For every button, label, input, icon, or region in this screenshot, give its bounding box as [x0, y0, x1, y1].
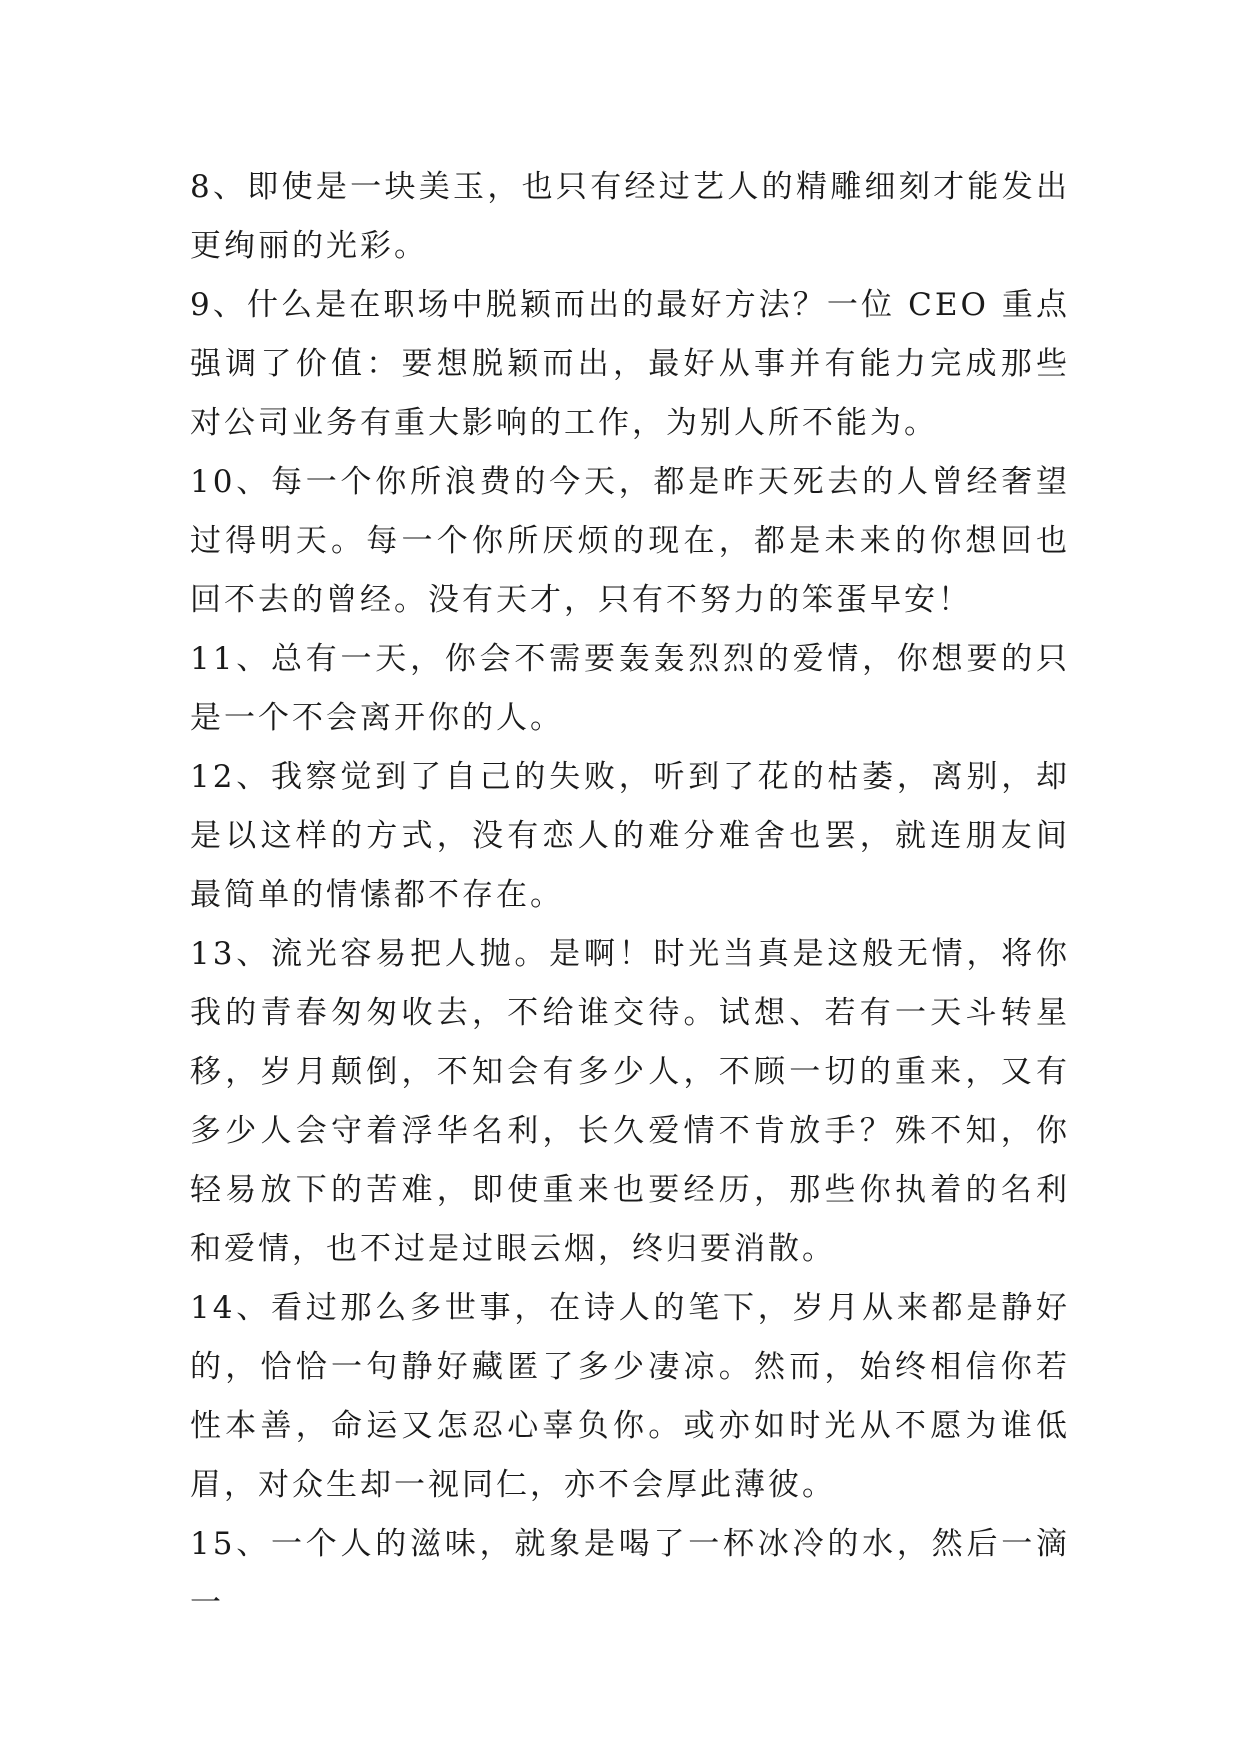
paragraph-14: 14、看过那么多世事，在诗人的笔下，岁月从来都是静好的，恰恰一句静好藏匿了多少凄凉。然而，始终相信你若性本善，命运又怎忍心辜负你。或亦如时光从不愿为谁低眉，对众生却一视同仁，亦不会厚此薄彼。 — [190, 1290, 1070, 1503]
paragraph-9: 9、什么是在职场中脱颖而出的最好方法？一位 CEO 重点强调了价值：要想脱颖而出，最好从事并有能力完成那些对公司业务有重大影响的工作，为别人所不能为。 — [190, 287, 1070, 441]
paragraph-8: 8、即使是一块美玉，也只有经过艺人的精雕细刻才能发出更绚丽的光彩。 — [190, 169, 1070, 264]
paragraph-10: 10、每一个你所浪费的今天，都是昨天死去的人曾经奢望过得明天。每一个你所厌烦的现在，都是未来的你想回也回不去的曾经。没有天才，只有不努力的笨蛋早安！ — [190, 464, 1070, 618]
paragraph-12: 12、我察觉到了自己的失败，听到了花的枯萎，离别，却是以这样的方式，没有恋人的难分难舍也罢，就连朋友间最简单的情愫都不存在。 — [190, 759, 1070, 913]
paragraph-13: 13、流光容易把人抛。是啊！时光当真是这般无情，将你我的青春匆匆收去，不给谁交待。试想、若有一天斗转星移，岁月颠倒，不知会有多少人，不顾一切的重来，又有多少人会守着浮华名利，长久爱情不肯放手？殊不知，你轻易放下的苦难，即使重来也要经历，那些你执着的名利和爱情，也不过是过眼云烟，终归要消散。 — [190, 936, 1070, 1267]
paragraph-15: 15、一个人的滋味，就象是喝了一杯冰冷的水，然后一滴一 — [190, 1526, 1070, 1621]
paragraph-11: 11、总有一天，你会不需要轰轰烈烈的爱情，你想要的只是一个不会离开你的人。 — [190, 641, 1070, 736]
document-body — [190, 158, 1070, 1633]
